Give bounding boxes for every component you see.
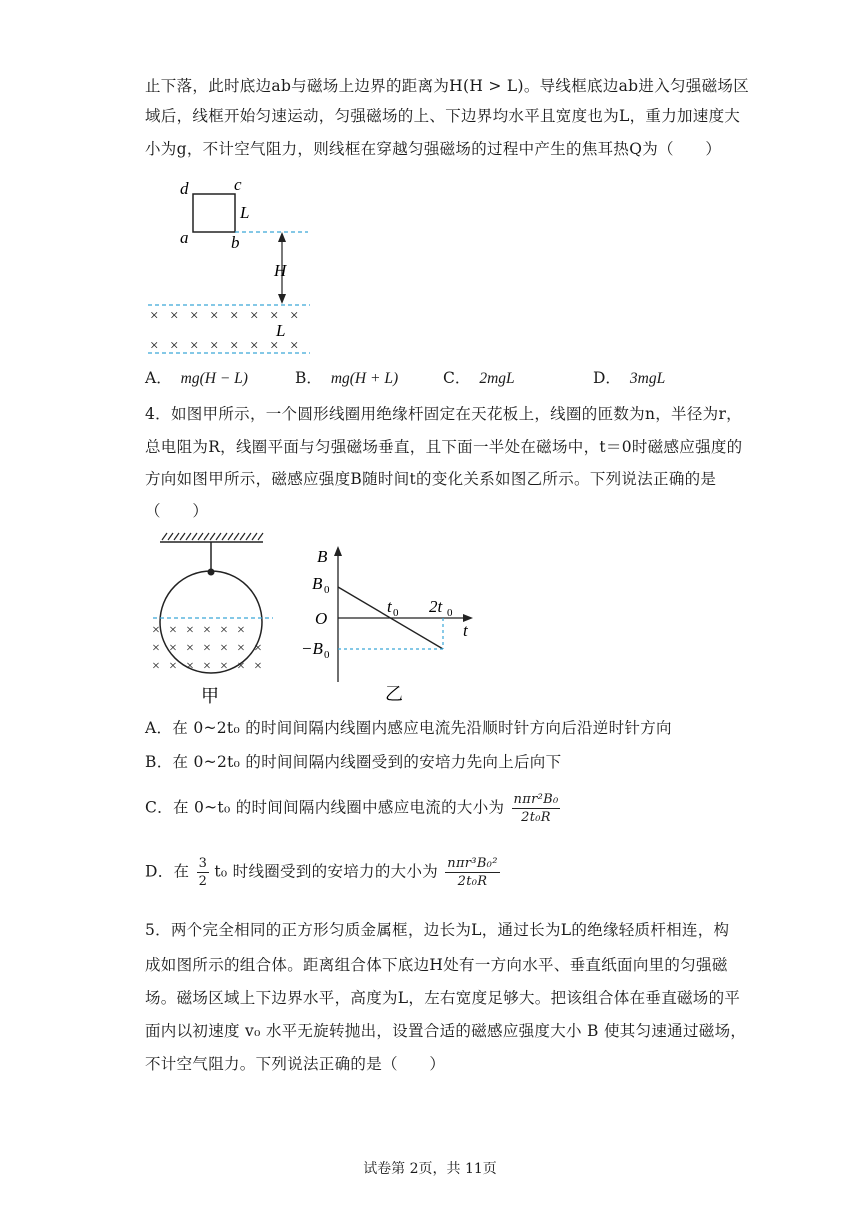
svg-text:×: × — [169, 659, 177, 674]
field-crosses-row-2 — [150, 338, 298, 354]
label-b: b — [231, 233, 240, 252]
q4-option-a[interactable]: A．在 0~2t₀ 的时间间隔内线圈内感应电流先沿顺时针方向后沿逆时针方向 — [145, 719, 672, 737]
q4-c-fraction: $\frac{\text{nπr²B₀}}{\text{2t₀R}}$ — [513, 792, 559, 825]
svg-text:0: 0 — [393, 607, 399, 619]
svg-text:×: × — [210, 338, 219, 354]
label-yi: 乙 — [385, 684, 403, 704]
label-H: H — [274, 261, 287, 280]
tick-t0 — [387, 597, 399, 619]
q4-d-fraction: $\frac{\text{nπr³B₀²}}{\text{2t₀R}}$ — [447, 856, 498, 889]
svg-text:×: × — [254, 641, 262, 656]
page-footer: 试卷第 2页，共 11页 — [363, 1161, 497, 1177]
q3-option-a[interactable]: A． mg(H − L) — [145, 369, 248, 387]
svg-text:×: × — [169, 623, 177, 638]
label-L-side: L — [240, 203, 250, 222]
tick-B0 — [312, 574, 330, 596]
q4-option-c[interactable]: C．在 0~t₀ 的时间间隔内线圈中感应电流的大小为 $\frac{\text{nπr²B₀}}{\text{2t₀R}}$ — [145, 792, 559, 825]
svg-text:×: × — [186, 623, 194, 638]
svg-text:×: × — [250, 338, 259, 354]
svg-text:×: × — [203, 623, 211, 638]
svg-text:×: × — [170, 308, 179, 324]
svg-text:×: × — [169, 641, 177, 656]
svg-text:×: × — [237, 623, 245, 638]
svg-text:×: × — [186, 659, 194, 674]
q5-line-3: 场。磁场区域上下边界水平，高度为L，左右宽度足够大。把该组合体在垂直磁场的平 — [145, 989, 741, 1007]
svg-text:×: × — [290, 338, 299, 354]
tick-2t0 — [429, 597, 453, 619]
q4-figure-yi — [295, 540, 485, 705]
q5-line-5: 不计空气阻力。下列说法正确的是（ ） — [145, 1055, 446, 1073]
q3-option-d[interactable]: D． 3mgL — [593, 369, 666, 387]
q4-d-three-halves: $\frac{3}{2}$ — [198, 856, 208, 889]
svg-text:×: × — [152, 641, 160, 656]
H-arrow-up — [278, 232, 286, 242]
label-a: a — [180, 228, 189, 247]
axis-label-t: t — [463, 621, 468, 640]
q3-option-b[interactable]: B． mg(H + L) — [295, 369, 399, 387]
svg-text:2t: 2t — [429, 597, 443, 616]
svg-text:×: × — [190, 338, 199, 354]
svg-text:0: 0 — [324, 649, 330, 661]
svg-text:×: × — [254, 659, 262, 674]
q4-line-1: 4．如图甲所示，一个圆形线圈用绝缘杆固定在天花板上，线圈的匝数为n，半径为r， — [145, 405, 742, 423]
q3-line-1: 止下落，此时底边ab与磁场上边界的距离为H(H > L)。导线框底边ab进入匀强磁场区 — [145, 77, 749, 95]
q3-option-c[interactable]: C． 2mgL — [443, 369, 515, 387]
y-axis-arrow — [334, 546, 342, 556]
svg-text:×: × — [170, 338, 179, 354]
svg-text:0: 0 — [324, 584, 330, 596]
q5-line-2: 成如图所示的组合体。距离组合体下底边H处有一方向水平、垂直纸面向里的匀强磁 — [145, 956, 728, 974]
q4-option-b[interactable]: B．在 0~2t₀ 的时间间隔内线圈受到的安培力先向上后向下 — [145, 753, 562, 771]
svg-text:×: × — [203, 641, 211, 656]
svg-text:−B: −B — [301, 639, 323, 658]
svg-text:×: × — [230, 308, 239, 324]
field-crosses-jia — [152, 623, 262, 674]
ceiling-hatching — [162, 533, 263, 540]
q5-line-4: 面内以初速度 v₀ 水平无旋转抛出，设置合适的磁感应强度大小 B 使其匀速通过磁场， — [145, 1022, 747, 1040]
rod-joint — [208, 569, 215, 576]
svg-text:×: × — [152, 659, 160, 674]
q3-line-2: 域后，线框开始匀速运动，匀强磁场的上、下边界均水平且宽度也为L，重力加速度大 — [145, 107, 741, 125]
svg-text:×: × — [237, 641, 245, 656]
svg-text:0: 0 — [447, 607, 453, 619]
q4-line-4: （ ） — [145, 502, 209, 520]
svg-text:×: × — [220, 623, 228, 638]
svg-text:×: × — [186, 641, 194, 656]
label-jia: 甲 — [201, 686, 219, 705]
svg-text:×: × — [220, 659, 228, 674]
svg-text:×: × — [190, 308, 199, 324]
svg-text:t: t — [387, 597, 392, 616]
svg-text:B: B — [312, 574, 323, 593]
svg-text:×: × — [210, 308, 219, 324]
q5-line-1: 5．两个完全相同的正方形匀质金属框，边长为L，通过长为L的绝缘轻质杆相连，构 — [145, 921, 730, 939]
svg-text:×: × — [230, 338, 239, 354]
q3-figure — [140, 172, 340, 362]
H-arrow-down — [278, 294, 286, 304]
svg-text:×: × — [150, 308, 159, 324]
circular-coil — [160, 571, 262, 673]
axis-label-B: B — [317, 547, 328, 566]
q4-line-2: 总电阻为R，线圈平面与匀强磁场垂直，且下面一半处在磁场中，t＝0时磁感应强度的 — [145, 438, 743, 456]
origin-O: O — [315, 609, 328, 628]
svg-text:×: × — [290, 308, 299, 324]
label-L-field: L — [276, 321, 286, 340]
q3-line-3: 小为g，不计空气阻力，则线框在穿越匀强磁场的过程中产生的焦耳热Q为（ ） — [145, 140, 722, 158]
svg-text:×: × — [203, 659, 211, 674]
tick-negB0 — [301, 639, 330, 661]
svg-text:×: × — [270, 338, 279, 354]
svg-text:×: × — [220, 641, 228, 656]
svg-text:×: × — [270, 308, 279, 324]
q4-line-3: 方向如图甲所示，磁感应强度B随时间t的变化关系如图乙所示。下列说法正确的是 — [145, 470, 717, 488]
svg-text:×: × — [237, 659, 245, 674]
svg-text:×: × — [150, 338, 159, 354]
svg-text:×: × — [250, 308, 259, 324]
wire-frame-square — [193, 194, 235, 232]
label-c: c — [234, 175, 242, 194]
label-d: d — [180, 179, 189, 198]
q4-option-d[interactable]: D．在 $\frac{3}{2}$ t₀ 时线圈受到的安培力的大小为 $\frac{\text{nπr³B₀²}}{\text{2t₀R}}$ — [145, 856, 498, 889]
svg-text:×: × — [152, 623, 160, 638]
q4-figure-jia — [145, 530, 280, 705]
